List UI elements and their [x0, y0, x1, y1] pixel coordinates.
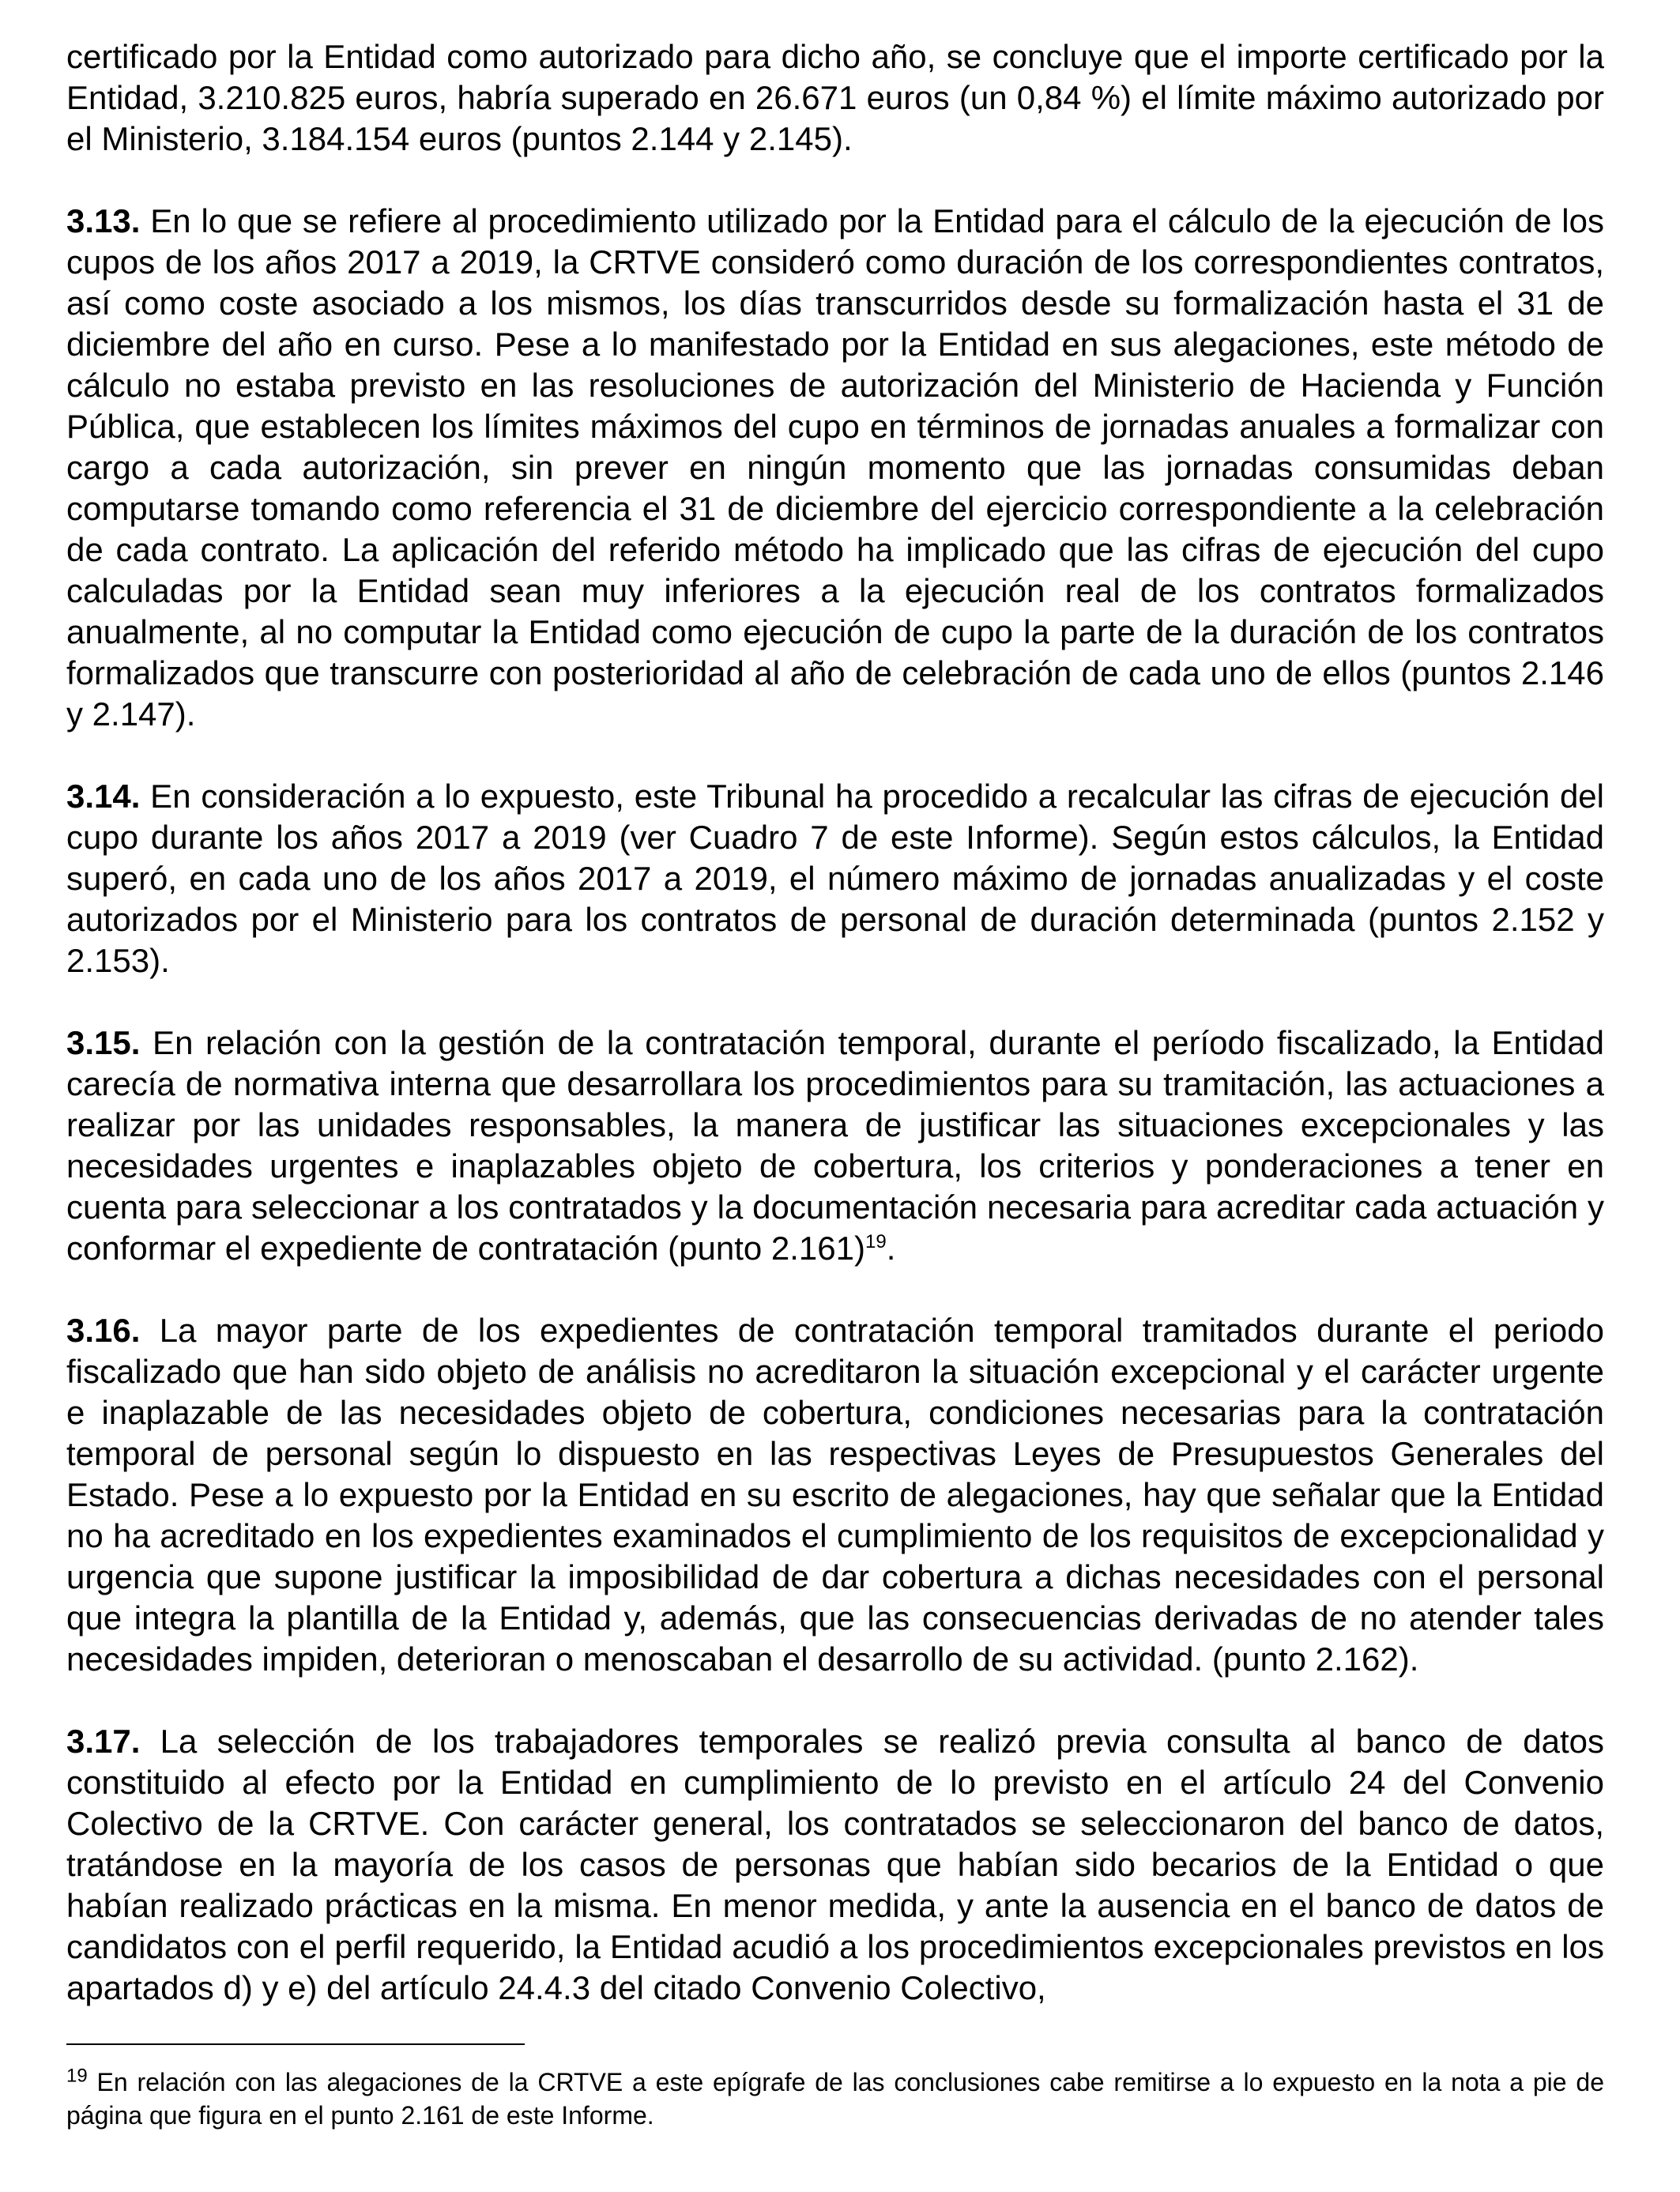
- paragraph-number: 3.17.: [66, 1723, 141, 1760]
- paragraph-text: La mayor parte de los expedientes de contratación temporal tramitados durante el periodo fiscalizado que han sido objeto de análisis no acreditaron la situación excepcional y el carácter urgente e inaplazable de las necesidades objeto de cobertura, condiciones necesarias para la contratación temporal de personal según lo dispuesto en las respectivas Leyes de Presupuestos Generales del Estado. Pese a lo expuesto por la Entidad en su escrito de alegaciones, hay que señalar que la Entidad no ha acreditado en los expedientes examinados el cumplimiento de los requisitos de excepcionalidad y urgencia que supone justificar la imposibilidad de dar cobertura a dichas necesidades con el personal que integra la plantilla de la Entidad y, además, que las consecuencias derivadas de no atender tales necesidades impiden, deterioran o menoscaban el desarrollo de su actividad. (punto 2.162).: [66, 1312, 1604, 1678]
- paragraph-3-16: [66, 1310, 1604, 1680]
- paragraph-text: En lo que se refiere al procedimiento utilizado por la Entidad para el cálculo de la ejecución de los cupos de los años 2017 a 2019, la CRTVE consideró como duración de los correspondientes contratos, así como coste asociado a los mismos, los días transcurridos desde su formalización hasta el 31 de diciembre del año en curso. Pese a lo manifestado por la Entidad en sus alegaciones, este método de cálculo no estaba previsto en las resoluciones de autorización del Ministerio de Hacienda y Función Pública, que establecen los límites máximos del cupo en términos de jornadas anuales a formalizar con cargo a cada autorización, sin prever en ningún momento que las jornadas consumidas deban computarse tomando como referencia el 31 de diciembre del ejercicio correspondiente a la celebración de cada contrato. La aplicación del referido método ha implicado que las cifras de ejecución del cupo calculadas por la Entidad sean muy inferiores a la ejecución real de los contratos formalizados anualmente, al no computar la Entidad como ejecución de cupo la parte de la duración de los contratos formalizados que transcurre con posterioridad al año de celebración de cada uno de ellos (puntos 2.146 y 2.147).: [66, 202, 1604, 733]
- footnote-divider: [66, 2043, 525, 2045]
- footnote-number: 19: [66, 2065, 88, 2087]
- paragraph-number: 3.13.: [66, 202, 141, 239]
- paragraph-number: 3.14.: [66, 778, 141, 815]
- paragraph-text: En consideración a lo expuesto, este Tribunal ha procedido a recalcular las cifras de ejecución del cupo durante los años 2017 a 2019 (ver Cuadro 7 de este Informe). Según estos cálculos, la Entidad superó, en cada uno de los años 2017 a 2019, el número máximo de jornadas anualizadas y el coste autorizados por el Ministerio para los contratos de personal de duración determinada (puntos 2.152 y 2.153).: [66, 778, 1604, 979]
- paragraph-text: En relación con la gestión de la contratación temporal, durante el período fiscalizado, la Entidad carecía de normativa interna que desarrollara los procedimientos para su tramitación, las actuaciones a realizar por las unidades responsables, la manera de justificar las situaciones excepcionales y las necesidades urgentes e inaplazables objeto de cobertura, los criterios y ponderaciones a tener en cuenta para seleccionar a los contratados y la documentación necesaria para acreditar cada actuación y conformar el expediente de contratación (punto 2.161): [66, 1024, 1604, 1267]
- intro-text: certificado por la Entidad como autorizado para dicho año, se concluye que el importe certificado por la Entidad, 3.210.825 euros, habría superado en 26.671 euros (un 0,84 %) el límite máximo autorizado por el Ministerio, 3.184.154 euros (puntos 2.144 y 2.145).: [66, 38, 1604, 157]
- footnote-reference[interactable]: 19: [864, 1231, 887, 1252]
- footnote: [66, 2066, 1604, 2132]
- paragraph-3-15: [66, 1023, 1604, 1269]
- paragraph-number: 3.15.: [66, 1024, 141, 1061]
- paragraph-text: La selección de los trabajadores temporales se realizó previa consulta al banco de datos constituido al efecto por la Entidad en cumplimiento de lo previsto en el artículo 24 del Convenio Colectivo de la CRTVE. Con carácter general, los contratados se seleccionaron del banco de datos, tratándose en la mayoría de los casos de personas que habían sido becarios de la Entidad o que habían realizado prácticas en la misma. En menor medida, y ante la ausencia en el banco de datos de candidatos con el perfil requerido, la Entidad acudió a los procedimientos excepcionales previstos en los apartados d) y e) del artículo 24.4.3 del citado Convenio Colectivo,: [66, 1723, 1604, 2006]
- paragraph-trailing: .: [886, 1230, 896, 1267]
- footnote-text: En relación con las alegaciones de la CRTVE a este epígrafe de las conclusiones cabe remitirse a lo expuesto en la nota a pie de página que figura en el punto 2.161 de este Informe.: [66, 2068, 1604, 2130]
- paragraph-3-17: [66, 1721, 1604, 2009]
- paragraph-3-13: [66, 201, 1604, 735]
- paragraph-number: 3.16.: [66, 1312, 141, 1349]
- paragraph-3-14: [66, 776, 1604, 981]
- document-body: [66, 36, 1604, 2050]
- intro-paragraph: [66, 36, 1604, 160]
